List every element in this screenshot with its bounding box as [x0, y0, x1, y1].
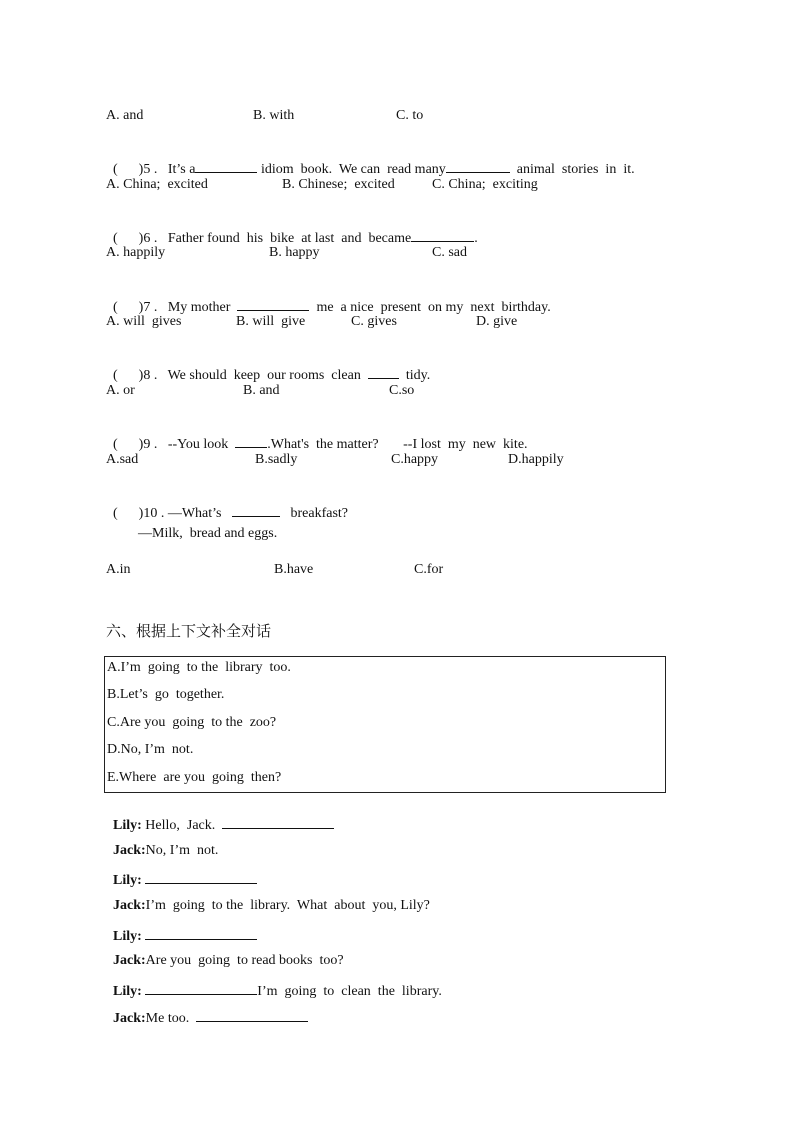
section-6-heading: 六、根据上下文补全对话	[106, 622, 272, 640]
answer-blank[interactable]	[446, 158, 510, 173]
answer-blank[interactable]	[232, 502, 280, 517]
answer-blank[interactable]	[195, 158, 257, 173]
q5-option-c: C. China; exciting	[432, 177, 538, 192]
speaker-label: Lily:	[113, 818, 142, 833]
dialogue-text: Are you going to read books too?	[145, 953, 344, 968]
q7-option-b: B. will give	[236, 314, 306, 329]
speaker-label: Lily:	[113, 929, 142, 944]
dialogue-text: Hello, Jack.	[141, 818, 223, 833]
dialogue-option-e: E.Where are you going then?	[107, 770, 282, 785]
question-text: breakfast?	[279, 506, 349, 521]
q4-option-c: C. to	[396, 108, 424, 123]
q7-option-d: D. give	[476, 314, 518, 329]
dialogue-option-a: A.I’m going to the library too.	[107, 660, 291, 675]
dialogue-options-box	[104, 656, 666, 793]
q8-option-c: C.so	[389, 383, 415, 398]
dialogue-option-c: C.Are you going to the zoo?	[107, 715, 277, 730]
question-text: tidy.	[398, 368, 431, 383]
q7-option-a: A. will gives	[106, 314, 182, 329]
answer-blank[interactable]	[222, 814, 334, 829]
question-text: animal stories in it.	[509, 162, 635, 177]
answer-blank[interactable]	[237, 296, 309, 311]
question-text: ( )8 . We should keep our rooms clean	[113, 368, 368, 383]
q10-option-c: C.for	[414, 562, 444, 577]
question-text: ( )10 . —What’s	[113, 506, 232, 521]
speaker-label: Jack:	[113, 1011, 146, 1026]
q7-option-c: C. gives	[351, 314, 397, 329]
answer-blank[interactable]	[196, 1007, 308, 1022]
q6-option-c: C. sad	[432, 245, 467, 260]
q9-option-d: D.happily	[508, 452, 564, 467]
question-8	[106, 346, 430, 385]
question-text: idiom book. We can read many	[257, 162, 446, 177]
speaker-label: Jack:	[113, 953, 146, 968]
speaker-label: Lily:	[113, 873, 142, 888]
q4-option-a: A. and	[106, 108, 144, 123]
question-9	[106, 415, 528, 454]
dialogue-text: I’m going to the library. What about you, Lily?	[145, 898, 430, 913]
speaker-label: Jack:	[113, 843, 146, 858]
answer-blank[interactable]	[368, 364, 399, 379]
question-5	[106, 140, 635, 179]
dialogue-text: I’m going to clean the library.	[257, 984, 442, 999]
question-text: .	[474, 231, 478, 246]
q4-option-b: B. with	[253, 108, 295, 123]
dialogue-option-b: B.Let’s go together.	[107, 687, 225, 702]
question-10	[106, 484, 348, 523]
q9-option-c: C.happy	[391, 452, 439, 467]
q9-option-a: A.sad	[106, 452, 139, 467]
q9-option-b: B.sadly	[255, 452, 298, 467]
question-text: ( )9 . --You look	[113, 437, 236, 452]
q10-option-a: A.in	[106, 562, 131, 577]
question-text: ( )7 . My mother	[113, 300, 238, 315]
question-6	[106, 209, 478, 248]
q10-answer-line: —Milk, bread and eggs.	[138, 526, 278, 541]
speaker-label: Lily:	[113, 984, 142, 999]
speaker-label: Jack:	[113, 898, 146, 913]
question-text: me a nice present on my next birthday.	[309, 300, 551, 315]
answer-blank[interactable]	[411, 227, 474, 242]
dialogue-line	[106, 989, 308, 1028]
q10-option-b: B.have	[274, 562, 314, 577]
question-text: ( )6 . Father found his bike at last and became	[113, 231, 412, 246]
q5-option-b: B. Chinese; excited	[282, 177, 395, 192]
q6-option-b: B. happy	[269, 245, 320, 260]
dialogue-text: No, I’m not.	[145, 843, 219, 858]
question-text: ( )5 . It’s a	[113, 162, 196, 177]
q8-option-b: B. and	[243, 383, 280, 398]
q6-option-a: A. happily	[106, 245, 166, 260]
q8-option-a: A. or	[106, 383, 135, 398]
question-7	[106, 278, 551, 317]
q5-option-a: A. China; excited	[106, 177, 208, 192]
question-text: .What's the matter? --I lost my new kite.	[267, 437, 528, 452]
dialogue-option-d: D.No, I’m not.	[107, 742, 194, 757]
dialogue-text: Me too.	[145, 1011, 197, 1026]
answer-blank[interactable]	[235, 433, 267, 448]
